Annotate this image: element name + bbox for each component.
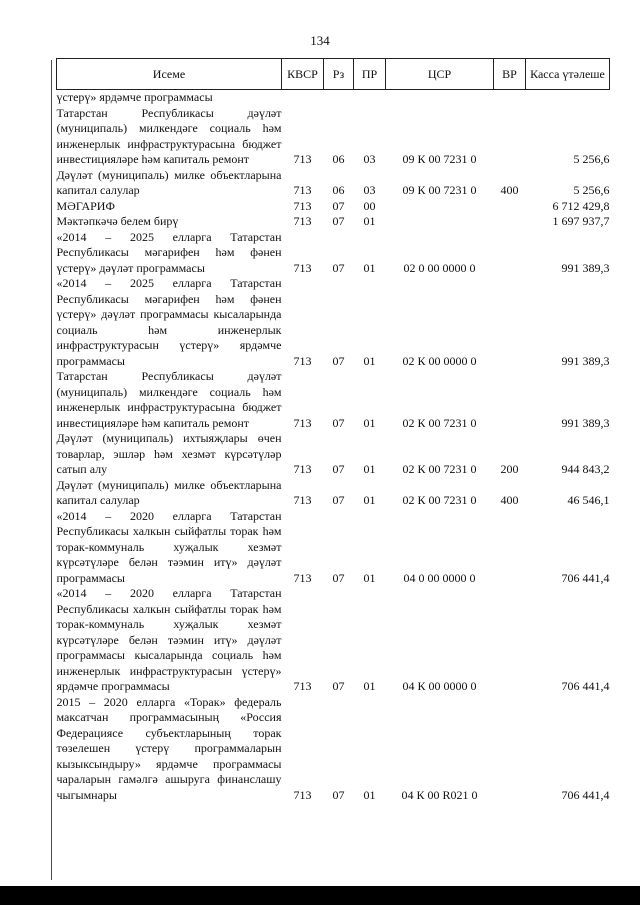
row-pr: [354, 90, 386, 106]
row-vr: 200: [500, 462, 519, 476]
row-kvsr: 713: [293, 198, 312, 213]
table-row: [57, 509, 610, 587]
header-kassa: Касса үтәлеше: [526, 59, 610, 90]
row-csr: 02 К 00 7231 0: [402, 415, 477, 430]
row-rz: 07: [332, 260, 345, 275]
row-name: «2014 – 2020 елларга Татарстан Республикасы халкын сыйфатлы торак һәм торак-коммуналь хуҗалык хезмәт күрсәтүләре белән тәэмин итү» дәүләт программасы кысаларында социаль һәм инженерлык инфраструктурасын үстерү» ярдәмче программасы: [56, 586, 282, 693]
row-name: 2015 – 2020 елларга «Торак» федераль максатчан программасының «Россия Федерациясе субъектларының торак төзелешен үстерү программаларын кызыксындыру» ярдәмче программасы чараларын гамәлгә ашыруга финанслашу чыгымнары: [56, 694, 282, 802]
row-vr: 400: [500, 183, 519, 197]
row-name: үстерү» ярдәмче программасы: [56, 90, 213, 104]
row-kvsr: 713: [293, 570, 312, 585]
table-row: [57, 276, 610, 369]
table-row: [57, 695, 610, 804]
row-rz: 07: [332, 214, 345, 228]
row-pr: 01: [363, 415, 376, 430]
row-vr: [494, 106, 526, 168]
row-rz: 07: [332, 493, 345, 507]
table-row: [57, 106, 610, 168]
row-csr: 02 К 00 0000 0: [402, 353, 477, 368]
budget-table: [56, 58, 610, 803]
row-amount: 1 697 937,7: [552, 214, 610, 228]
row-csr: 04 К 00 0000 0: [402, 679, 477, 693]
row-name: «2014 – 2025 елларга Татарстан Республикасы мәгарифен һәм фәнен үстерү» дәүләт программасы кысаларында социаль һәм инженерлык инфраструктурасын үстерү» ярдәмче программасы: [56, 276, 282, 368]
row-vr: 400: [500, 493, 519, 507]
row-pr: 03: [363, 183, 376, 197]
row-vr: [494, 586, 526, 695]
row-pr: 01: [363, 679, 376, 693]
row-amount: 991 389,3: [561, 353, 610, 368]
header-kvsr: КВСР: [282, 59, 324, 90]
row-pr: 01: [363, 493, 376, 507]
row-csr: 02 0 00 0000 0: [403, 260, 476, 275]
row-name: «2014 – 2020 елларга Татарстан Республикасы халкын сыйфатлы торак һәм торак-коммуналь хуҗалык хезмәт күрсәтүләре белән тәэмин итү» дәүләт программасы: [56, 508, 282, 585]
row-kvsr: 713: [293, 679, 312, 693]
row-amount: 706 441,4: [561, 787, 610, 802]
row-kvsr: 713: [293, 462, 312, 476]
row-rz: [324, 90, 354, 106]
header-name: Исеме: [57, 59, 282, 90]
row-rz: 06: [332, 152, 345, 166]
header-pr: ПР: [354, 59, 386, 90]
row-amount: 5 256,6: [573, 152, 610, 166]
row-csr: 02 К 00 7231 0: [402, 493, 477, 507]
header-csr: ЦСР: [386, 59, 494, 90]
row-pr: 01: [363, 214, 376, 228]
row-csr: 02 К 00 7231 0: [402, 462, 477, 476]
row-amount: 46 546,1: [567, 493, 610, 507]
table-row: [57, 214, 610, 230]
row-csr: [386, 214, 494, 230]
row-vr: [494, 214, 526, 230]
row-rz: 07: [332, 415, 345, 430]
row-kvsr: [282, 90, 324, 106]
row-csr: [386, 199, 494, 215]
row-rz: 07: [332, 679, 345, 693]
row-rz: 07: [332, 353, 345, 368]
row-kvsr: 713: [293, 183, 312, 197]
row-kvsr: 713: [293, 152, 312, 166]
row-amount: 991 389,3: [561, 415, 610, 430]
row-amount: 944 843,2: [561, 462, 610, 476]
row-csr: [386, 90, 494, 106]
page-number: 134: [310, 33, 330, 48]
row-kvsr: 713: [293, 415, 312, 430]
table-row: [57, 431, 610, 478]
row-rz: 07: [332, 462, 345, 476]
row-csr: 09 К 00 7231 0: [402, 183, 477, 197]
row-csr: 04 0 00 0000 0: [403, 570, 476, 585]
row-csr: 09 К 00 7231 0: [402, 152, 477, 166]
row-name: МӘГАРИФ: [56, 198, 115, 213]
row-amount: 6 712 429,8: [552, 198, 610, 213]
table-row: [57, 369, 610, 431]
header-rz: Рз: [324, 59, 354, 90]
row-name: Татарстан Республикасы дәүләт (муниципаль) милкендәге социаль һәм инженерлык инфраструктурасына бюджет инвестицияләре һәм капиталь ремонт: [56, 105, 282, 166]
row-name: «2014 – 2025 елларга Татарстан Республикасы мәгарифен һәм фәнен үстерү» дәүләт программасы: [56, 229, 282, 275]
row-amount: 5 256,6: [573, 183, 610, 197]
row-pr: 01: [363, 353, 376, 368]
row-pr: 01: [363, 570, 376, 585]
table-header-row: [57, 59, 610, 90]
table-row: [57, 199, 610, 215]
row-kvsr: 713: [293, 787, 312, 802]
row-name: Дәүләт (муниципаль) ихтыяҗлары өчен товарлар, эшләр һәм хезмәт күрсәтүләр сатып алу: [56, 431, 282, 476]
header-vr: ВР: [494, 59, 526, 90]
row-amount: 706 441,4: [561, 679, 610, 693]
row-name: Татарстан Республикасы дәүләт (муниципаль) милкендәге социаль һәм инженерлык инфраструктурасына бюджет инвестицияләре һәм капиталь ремонт: [56, 369, 282, 430]
row-rz: 07: [332, 198, 345, 213]
row-pr: 01: [363, 462, 376, 476]
row-pr: 00: [363, 198, 376, 213]
row-rz: 07: [332, 570, 345, 585]
row-amount: 991 389,3: [561, 260, 610, 275]
row-kvsr: 713: [293, 493, 312, 507]
table-row: [57, 586, 610, 695]
row-vr: [494, 230, 526, 277]
row-rz: 06: [332, 183, 345, 197]
scan-bottom-edge: [0, 886, 640, 905]
row-vr: [494, 369, 526, 431]
table-row: [57, 478, 610, 509]
row-amount: 706 441,4: [561, 570, 610, 585]
row-vr: [494, 276, 526, 369]
row-kvsr: 713: [293, 353, 312, 368]
row-pr: 03: [363, 152, 376, 166]
table-row: [57, 168, 610, 199]
row-pr: 01: [363, 787, 376, 802]
row-name: Мәктәпкәчә белем бирү: [56, 214, 179, 228]
row-kvsr: 713: [293, 214, 312, 228]
table-row: [57, 230, 610, 277]
table-row: [57, 90, 610, 106]
row-csr: 04 К 00 R021 0: [401, 787, 478, 802]
row-kvsr: 713: [293, 260, 312, 275]
row-vr: [494, 90, 526, 106]
row-name: Дәүләт (муниципаль) милке объектларына капитал салулар: [56, 477, 282, 507]
scan-left-margin-line: [51, 60, 52, 880]
row-rz: 07: [332, 787, 345, 802]
row-amount: [526, 90, 610, 106]
row-pr: 01: [363, 260, 376, 275]
row-vr: [494, 509, 526, 587]
row-name: Дәүләт (муниципаль) милке объектларына капитал салулар: [56, 167, 282, 197]
row-vr: [494, 695, 526, 804]
row-vr: [494, 199, 526, 215]
